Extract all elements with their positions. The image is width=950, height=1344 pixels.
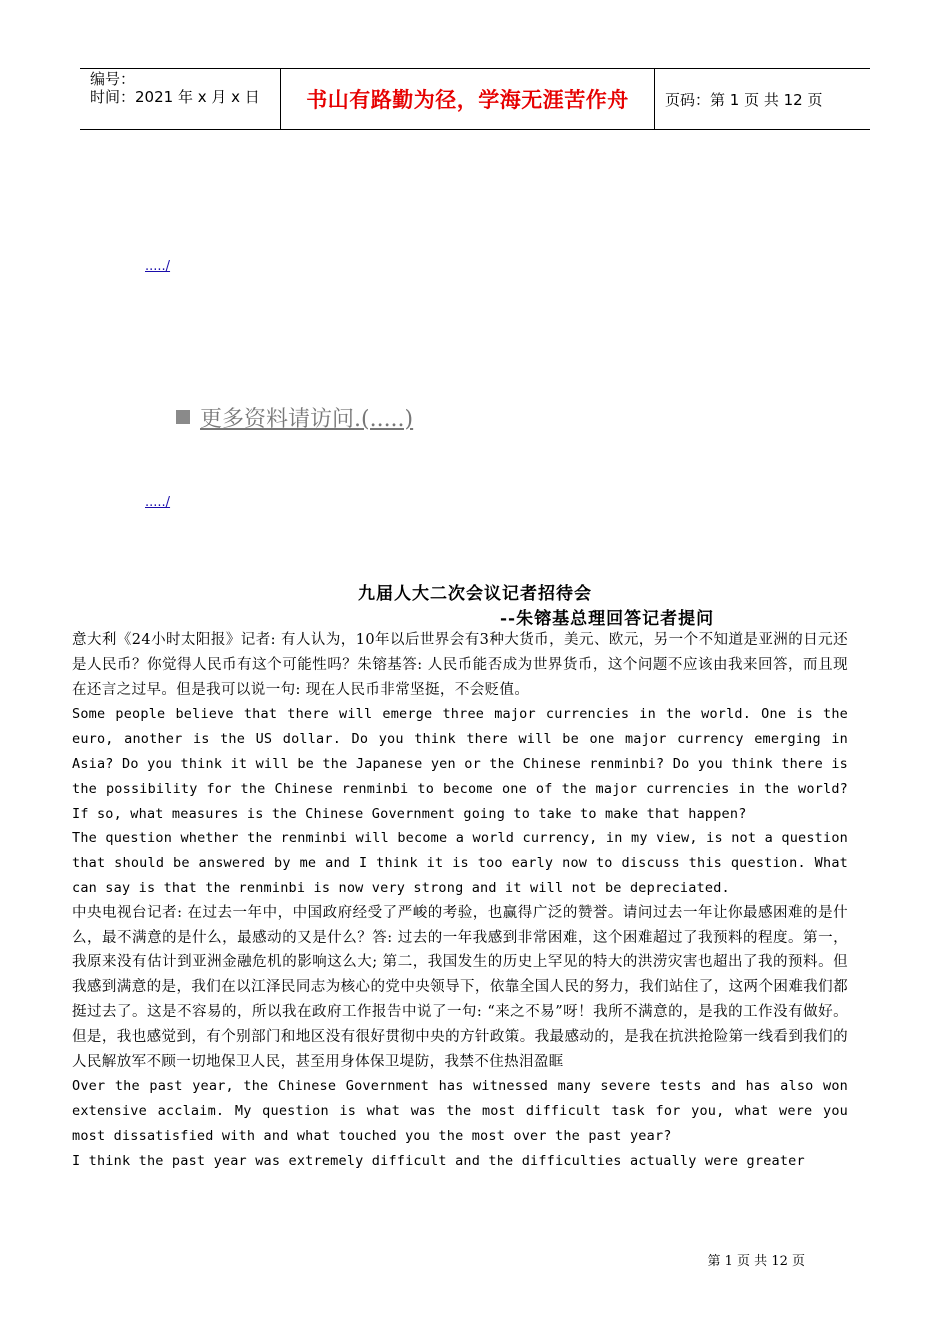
paragraph-en-4: I think the past year was extremely difficult and the difficulties actually were greater	[72, 1152, 805, 1169]
document-subtitle: --朱镕基总理回答记者提问	[500, 609, 715, 629]
header-page-cell	[655, 69, 870, 129]
document-number-label: 编号：	[90, 70, 136, 88]
paragraph-cn-2: 中央电视台记者: 在过去一年中，中国政府经受了严峻的考验，也赢得广泛的赞誉。请问过去一年让你最感困难的是什么，最不满意的是什么，最感动的又是什么？答: 过去的一年我感到非常困难，这个困难超过了我预料的程度。第一，我原来没有估计到亚洲金融危机的影响这么大; 第二，我国发生的历史上罕见的特大的洪涝灾害也超出了我的预料。但我感到满意的是，我们在以江泽民同志为核心的党中央领导下，依靠全国人民的努力，我们站住了，这两个困难我们都挺过去了。这是不容易的，所以我在政府工作报告中说了一句: “来之不易”呀！我所不满意的，是我的工作没有做好。但是，我也感觉到，有个别部门和地区没有很好贯彻中央的方针政策。我最感动的，是我在抗洪抢险第一线看到我们的人民解放军不顾一切地保卫人民，甚至用身体保卫堤防，我禁不住热泪盈眶	[72, 904, 848, 1070]
document-title: 九届人大二次会议记者招待会	[358, 584, 592, 604]
document-date: 时间：2021 年 x 月 x 日	[90, 88, 260, 106]
document-header	[80, 68, 870, 130]
document-body	[72, 628, 848, 1174]
paragraph-en-1: Some people believe that there will emerge three major currencies in the world. One is the euro, another is the US dollar. Do you think there will be one major currency emerging in Asia? Do you think it will be the Japanese yen or the Chinese renminbi? Do you think there is the possibility for the Chinese renminbi to become one of the major currencies in the world? If so, what measures is the Chinese Government going to take to make that happen?	[72, 706, 848, 822]
more-resources-link[interactable]	[176, 402, 413, 433]
resource-link-top[interactable]: ...../	[145, 259, 171, 274]
header-meta-cell	[80, 69, 281, 129]
paragraph-cn-1: 意大利《24小时太阳报》记者: 有人认为，10年以后世界会有3种大货币，美元、欧元，另一个不知道是亚洲的日元还是人民币？你觉得人民币有这个可能性吗？朱镕基答: 人民币能否成为世界货币，这个问题不应该由我来回答，而且现在还言之过早。但是我可以说一句: 现在人民币非常坚挺，不会贬值。	[72, 632, 848, 698]
paragraph-en-3: Over the past year, the Chinese Government has witnessed many severe tests and has also won extensive acclaim. My question is what was the most difficult task for you, what were you most dissatisfied with and what touched you the most over the past year?	[72, 1078, 848, 1144]
page-footer: 第 1 页 共 12 页	[707, 1254, 805, 1269]
header-motto-cell	[281, 69, 655, 129]
header-page-info: 页码：第 1 页 共 12 页	[665, 90, 823, 109]
motto-text: 书山有路勤为径，学海无涯苦作舟	[306, 88, 629, 112]
square-bullet-icon	[176, 410, 190, 424]
more-resources-text[interactable]: 更多资料请访问.(.....)	[200, 407, 414, 432]
resource-link-bottom[interactable]: ...../	[145, 495, 171, 510]
paragraph-en-2: The question whether the renminbi will become a world currency, in my view, is not a question that should be answered by me and I think it is too early now to discuss this question. What can say is that the renminbi is now very strong and it will not be depreciated.	[72, 830, 848, 896]
